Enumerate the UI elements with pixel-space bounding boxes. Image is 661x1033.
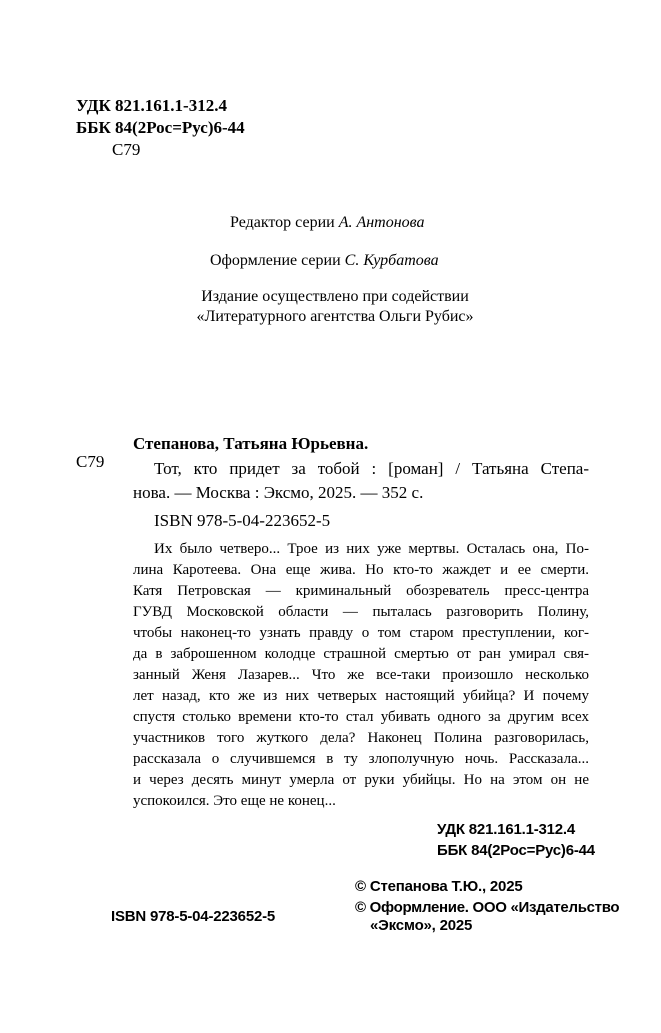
support-line-1: Издание осуществлено при содействии bbox=[201, 288, 469, 305]
annotation-line: спустя столько времени кто-то стал убивать одного за другим всех bbox=[133, 709, 589, 725]
udk-code: УДК 821.161.1-312.4 bbox=[76, 96, 227, 115]
catalog-title-line-1: Тот, кто придет за тобой : [роман] / Татьяна Степа- bbox=[154, 459, 589, 478]
copyright-author: © Степанова Т.Ю., 2025 bbox=[355, 878, 523, 895]
annotation-line: чтобы наконец-то узнать правду о том старом преступлении, ког- bbox=[133, 625, 589, 641]
bbk-code: ББК 84(2Рос=Рус)6-44 bbox=[76, 118, 245, 137]
bottom-isbn: ISBN 978-5-04-223652-5 bbox=[111, 908, 276, 925]
support-line-2: «Литературного агентства Ольги Рубис» bbox=[196, 308, 474, 325]
annotation-line: и через десять минут умерла от руки убийцы. Но на этом он не bbox=[133, 772, 589, 788]
series-editor-line bbox=[230, 214, 425, 232]
annotation-line: ГУВД Московской области — пыталась разговорить Полину, bbox=[133, 604, 589, 620]
annotation-line: Катя Петровская — криминальный обозреватель пресс-центра bbox=[133, 583, 589, 599]
copyright-design-line-1: © Оформление. ООО «Издательство bbox=[355, 899, 620, 916]
catalog-author-mark: С79 bbox=[76, 452, 105, 471]
catalog-author: Степанова, Татьяна Юрьевна. bbox=[133, 434, 369, 453]
footer-udk-code: УДК 821.161.1-312.4 bbox=[437, 821, 576, 838]
annotation-line: успокоился. Это еще не конец... bbox=[133, 793, 336, 809]
annotation-line: лина Каротеева. Она еще жива. Но кто-то жаждет и ее смерти. bbox=[133, 562, 589, 578]
series-editor-label: Редактор серии bbox=[230, 214, 335, 231]
author-mark: С79 bbox=[112, 140, 141, 159]
annotation-line: занный Женя Лазарев... Что же все-таки произошло несколько bbox=[133, 667, 589, 683]
catalog-title-line-2: нова. — Москва : Эксмо, 2025. — 352 с. bbox=[133, 483, 424, 502]
catalog-isbn: ISBN 978-5-04-223652-5 bbox=[154, 511, 331, 530]
annotation-line: Их было четверо... Трое из них уже мертвы. Осталась она, По- bbox=[154, 541, 589, 557]
annotation-line: лет назад, кто же из них четверых настоящий убийца? И почему bbox=[133, 688, 589, 704]
series-design-name: С. Курбатова bbox=[344, 252, 439, 269]
series-editor-name: А. Антонова bbox=[338, 214, 425, 231]
annotation-line: да в заброшенном колодце страшной смертью от ран умирал свя- bbox=[133, 646, 589, 662]
annotation-line: участников того жуткого дела? Наконец Полина разговорилась, bbox=[133, 730, 589, 746]
series-design-line bbox=[210, 252, 439, 270]
copyright-design-line-2: «Эксмо», 2025 bbox=[370, 917, 473, 934]
series-design-label: Оформление серии bbox=[210, 252, 341, 269]
annotation-line: рассказала о случившемся в ту злополучную ночь. Рассказала... bbox=[133, 751, 589, 767]
footer-bbk-code: ББК 84(2Рос=Рус)6-44 bbox=[437, 842, 595, 859]
